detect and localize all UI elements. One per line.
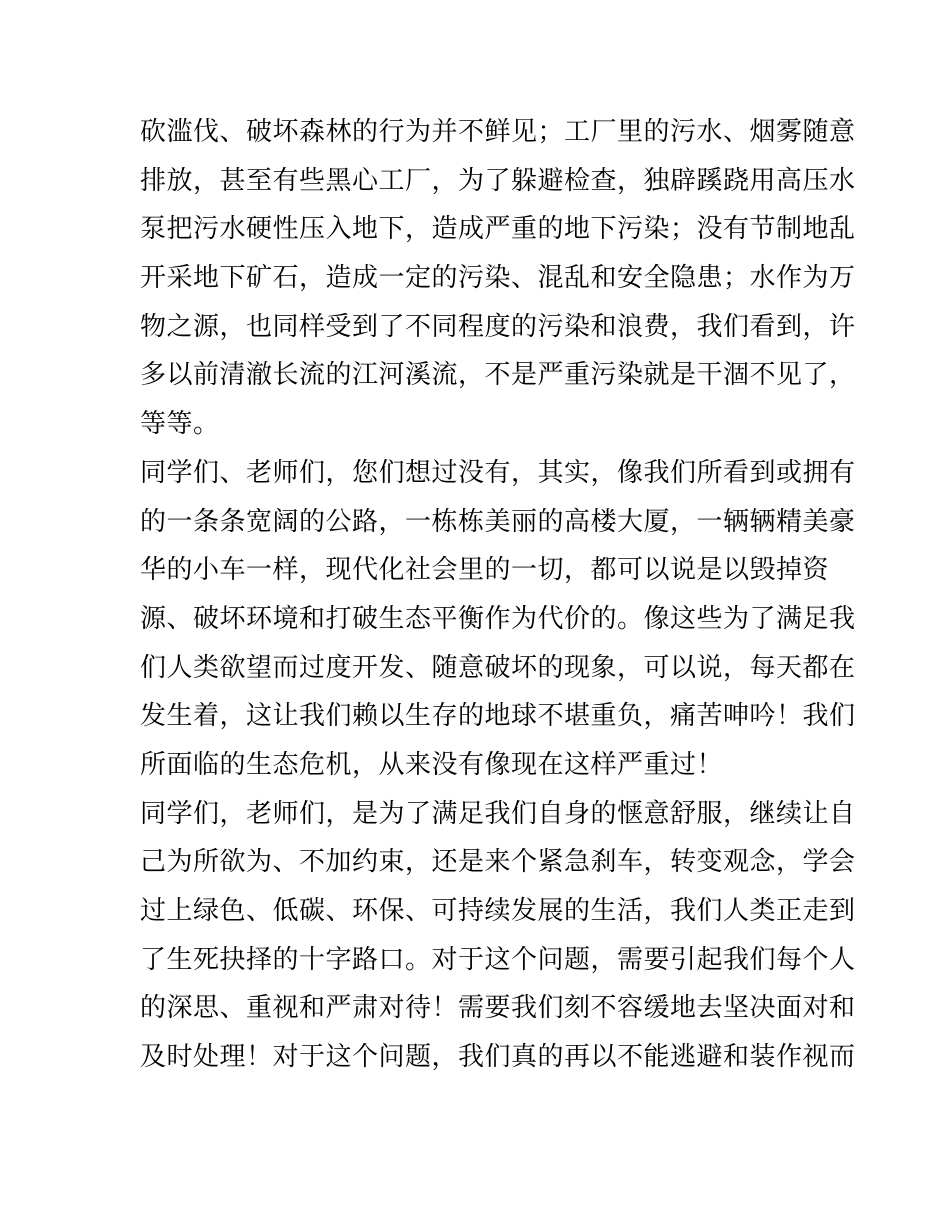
text-line: 所面临的生态危机，从来没有像现在这样严重过！ bbox=[140, 749, 724, 780]
paragraph-2 bbox=[140, 449, 856, 790]
text-line: 的深思、重视和严肃对待！需要我们刻不容缓地去坚决面对和 bbox=[140, 993, 856, 1024]
paragraph-3 bbox=[140, 790, 856, 1082]
text-line: 己为所欲为、不加约束，还是来个紧急刹车，转变观念，学会 bbox=[140, 847, 856, 878]
text-line: 发生着，这让我们赖以生存的地球不堪重负，痛苦呻吟！我们 bbox=[140, 701, 856, 732]
body-text bbox=[140, 108, 856, 1082]
paragraph-1 bbox=[140, 108, 856, 449]
text-line: 及时处理！对于这个问题，我们真的再以不能逃避和装作视而 bbox=[140, 1042, 856, 1073]
text-line: 砍滥伐、破坏森林的行为并不鲜见；工厂里的污水、烟雾随意 bbox=[140, 117, 856, 147]
text-line: 同学们、老师们，您们想过没有，其实，像我们所看到或拥有 bbox=[140, 457, 856, 488]
text-line: 同学们，老师们，是为了满足我们自身的惬意舒服，继续让自 bbox=[140, 798, 856, 829]
text-line: 泵把污水硬性压入地下，造成严重的地下污染；没有节制地乱 bbox=[140, 214, 856, 245]
text-line: 的一条条宽阔的公路，一栋栋美丽的高楼大厦，一辆辆精美豪 bbox=[140, 506, 856, 537]
text-line: 等等。 bbox=[140, 409, 220, 440]
text-line: 源、破坏环境和打破生态平衡作为代价的。像这些为了满足我 bbox=[140, 603, 856, 634]
text-line: 了生死抉择的十字路口。对于这个问题，需要引起我们每个人 bbox=[140, 944, 856, 975]
text-line: 物之源，也同样受到了不同程度的污染和浪费，我们看到，许 bbox=[140, 311, 856, 342]
text-line: 们人类欲望而过度开发、随意破坏的现象，可以说，每天都在 bbox=[140, 652, 856, 683]
text-line: 多以前清澈长流的江河溪流，不是严重污染就是干涸不见了， bbox=[140, 360, 856, 391]
text-line: 华的小车一样，现代化社会里的一切，都可以说是以毁掉资 bbox=[140, 555, 830, 586]
text-line: 过上绿色、低碳、环保、可持续发展的生活，我们人类正走到 bbox=[140, 896, 856, 926]
text-line: 排放，甚至有些黑心工厂，为了躲避检查，独辟蹊跷用高压水 bbox=[140, 165, 856, 196]
text-line: 开采地下矿石，造成一定的污染、混乱和安全隐患；水作为万 bbox=[140, 263, 856, 294]
